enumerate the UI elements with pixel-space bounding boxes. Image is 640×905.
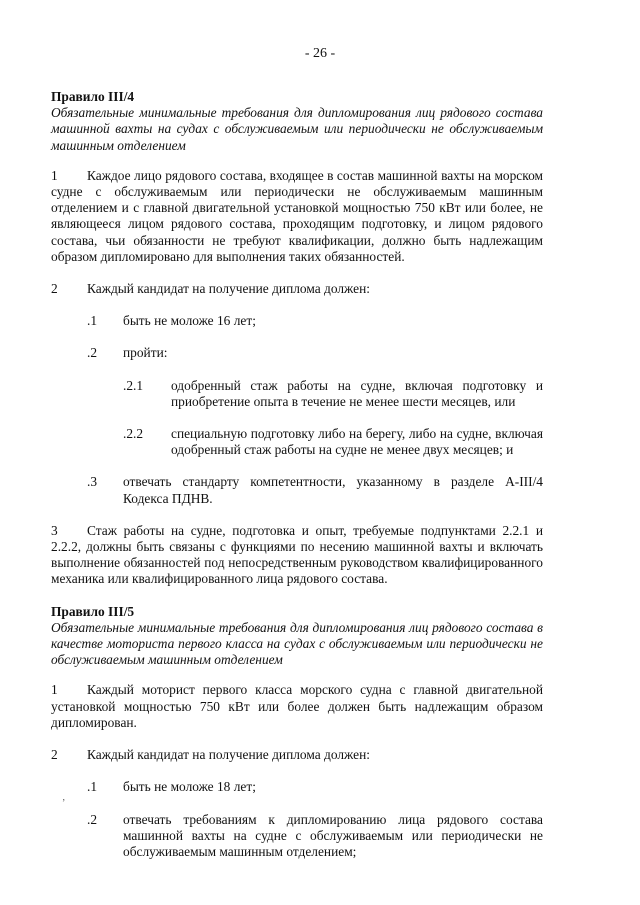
subitem-number: .2.1 <box>123 377 144 393</box>
item-number: .2 <box>87 345 98 361</box>
paragraph-text: Стаж работы на судне, подготовка и опыт, требуемые подпунктами 2.2.1 и 2.2.2, должны быть связаны с функциями по несению машинной вахты и включать выполнение обязанностей под непосредственным руководством квалифицированного механика или квалифицированного лица рядового состава. <box>51 522 543 587</box>
subitem-number: .2.2 <box>123 426 144 442</box>
rule-iii-5-paragraph-2 <box>51 747 543 763</box>
paragraph-text: Каждый кандидат на получение диплома должен: <box>87 281 370 297</box>
scan-mark: ’ <box>62 798 66 809</box>
rule-iii-4-title: Правило III/4 <box>51 89 135 104</box>
rule-iii-4-item-1 <box>87 313 543 329</box>
item-text: быть не моложе 18 лет; <box>123 779 256 795</box>
item-number: .2 <box>87 811 98 827</box>
item-number: .3 <box>87 474 98 490</box>
paragraph-number: 3 <box>51 522 58 538</box>
paragraph-text: Каждый кандидат на получение диплома должен: <box>87 747 370 763</box>
paragraph-text: Каждый моторист первого класса морского судна с главной двигательной установкой мощностью 750 кВт или более должен быть надлежащим образом дипломирован. <box>51 682 543 730</box>
item-number: .1 <box>87 313 98 329</box>
paragraph-number: 2 <box>51 281 58 297</box>
item-text: отвечать стандарту компетентности, указанному в разделе A-III/4 Кодекса ПДНВ. <box>123 474 543 506</box>
subitem-text: одобренный стаж работы на судне, включая подготовку и приобретение опыта в течение не менее шести месяцев, или <box>171 377 543 409</box>
rule-iii-4-paragraph-3 <box>51 523 543 588</box>
rule-iii-4-paragraph-1 <box>51 168 543 265</box>
paragraph-number: 1 <box>51 682 58 698</box>
page-number: - 26 - <box>304 46 336 61</box>
rule-iii-5-item-2 <box>87 812 543 861</box>
rule-iii-5-title: Правило III/5 <box>51 603 135 619</box>
document-body <box>51 89 543 876</box>
rule-iii-5-item-1 <box>87 779 543 795</box>
rule-iii-5-subtitle: Обязательные минимальные требования для дипломирования лиц рядового состава в качестве моториста первого класса на судах с обслуживаемым или периодически не обслуживаемым машинным отделением <box>51 619 543 668</box>
subitem-text: специальную подготовку либо на берегу, либо на судне, включая одобренный стаж работы на судне не менее двух месяцев; и <box>171 426 543 458</box>
rule-iii-5-paragraph-1 <box>51 682 543 731</box>
paragraph-text: Каждое лицо рядового состава, входящее в состав машинной вахты на морском судне с обслуживаемым или периодически не обслуживаемым машинным отделением и с главной двигательной установкой мощностью 750 кВт или более, не являющееся лицом рядового состава, проходящим подготовку, и лицом рядового состава, чьи обязанности не требуют квалификации, должно быть надлежащим образом дипломировано для выполнения таких обязанностей. <box>51 167 543 264</box>
rule-iii-4-item-2 <box>87 345 543 361</box>
paragraph-number: 1 <box>51 167 58 183</box>
rule-iii-5-section <box>51 604 543 860</box>
rule-iii-4-paragraph-2 <box>51 281 543 297</box>
item-text: пройти: <box>123 345 168 361</box>
item-text: отвечать требованиям к дипломированию лица рядового состава машинной вахты на судне с обслуживаемым или периодически не обслуживаемым машинным отделением; <box>123 811 543 859</box>
rule-iii-4-subitem-2-1 <box>123 378 543 410</box>
item-number: .1 <box>87 779 98 795</box>
rule-iii-4-subitem-2-2 <box>123 426 543 458</box>
item-text: быть не моложе 16 лет; <box>123 313 256 329</box>
rule-iii-4-item-3 <box>87 474 543 506</box>
paragraph-number: 2 <box>51 747 58 763</box>
rule-iii-4-subtitle: Обязательные минимальные требования для дипломирования лиц рядового состава машинной вахты на судах с обслуживаемым или периодически не обслуживаемым машинным отделением <box>51 105 543 153</box>
rule-iii-4-section <box>51 89 543 588</box>
